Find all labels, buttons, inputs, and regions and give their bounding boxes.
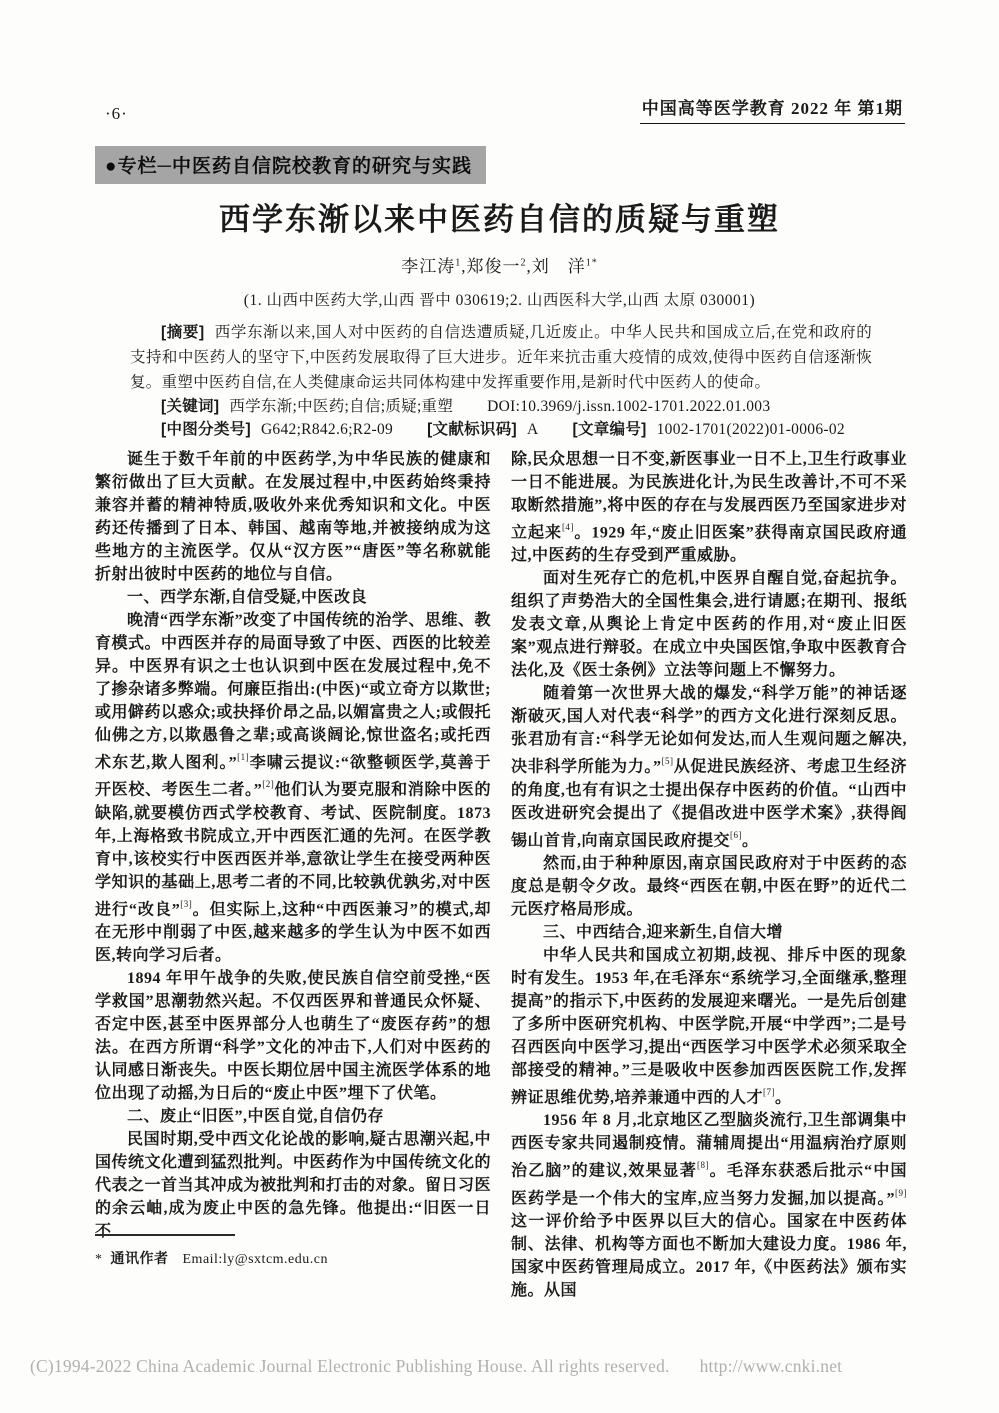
reference-mark: [3] (180, 898, 193, 909)
column-banner: ●专栏─中医药自信院校教育的研究与实践 (95, 146, 486, 184)
body-paragraph: 然而,由于种种原因,南京国民政府对于中医药的态度总是朝令夕改。最终“西医在朝,中医在野”的近代二元医疗格局形成。 (511, 854, 907, 918)
footnote-label: 通讯作者 (110, 1252, 169, 1267)
reference-mark: [6] (730, 829, 743, 840)
body-columns (95, 448, 907, 1302)
body-paragraph: 民国时期,受中西文化论战的影响,疑古思潮兴起,中国传统文化遭到猛烈批判。中医药作为中国传统文化的代表之一首当其冲成为被批判和打击的对象。留日习医的余云岫,成为废止中医的急先锋。他提出:“旧医一日不 (95, 1130, 492, 1240)
footnote-divider (95, 1234, 235, 1236)
body-paragraph: 面对生死存亡的危机,中医界自醒自觉,奋起抗争。组织了声势浩大的全国性集会,进行请愿;在期刊、报纸发表文章,从舆论上肯定中医药的作用,对“废止旧医案”观点进行辩驳。在成立中央国医馆,争取中医教育合法化,及《医士条例》立法等问题上不懈努力。 (511, 570, 907, 680)
clc-text: G642;R842.6;R2-09 (260, 421, 394, 438)
reference-mark: [5] (661, 756, 674, 767)
section-heading: 一、西学东渐,自信受疑,中医改良 (127, 589, 368, 606)
footnote-text (95, 1248, 491, 1268)
keywords-label: [关键词] (161, 398, 220, 415)
cnki-url: http://www.cnki.net (699, 1356, 843, 1376)
author-line: 李江涛$^1$,郑俊一$^2$,刘 洋$^{1*}$ (401, 257, 598, 276)
section-heading: 二、废止“旧医”,中医自觉,自信仍存 (127, 1107, 385, 1125)
author-affil-mark: 1* (585, 257, 598, 269)
classification-line (130, 419, 890, 441)
body-paragraph: 晚清“西学东渐”改变了中国传统的治学、思维、教育模式。中西医并存的局面导致了中医、西医的比较差异。中医界有识之士也认识到中医在发展过程中,免不了掺杂诸多弊端。何廉臣指出:(中医)“或立奇方以欺世;或用僻药以惑众;或抉择价昂之品,以媚富贵之人;或假托仙佛之方,以欺愚鲁之辈;或高谈阔论,惊世盗名;或托西术东艺,欺人图利。”[1]李啸云提议:“欲整顿医学,莫善于开医校、考医生二者。”[2]他们认为要克服和消除中医的缺陷,就要模仿西式学校教育、考试、医院制度。1873 年,上海格致书院成立,开中西医汇通的先河。在医学教育中,该校实行中医西医并举,意欲让学生在接受两种医学知识的基础上,思考二者的不同,比较孰优孰劣,对中医进行“改良”[3]。但实际上,这种“中西医兼习”的模式,却在无形中削弱了中医,越来越多的学生认为中医不如西医,转向学习后者。 (95, 612, 492, 964)
reference-mark: [2] (262, 779, 275, 790)
reference-mark: [4] (561, 522, 574, 532)
reference-mark: [7] (763, 1086, 776, 1097)
right-column (511, 448, 907, 1302)
cnki-copyright-footer (30, 1356, 959, 1377)
body-paragraph: 诞生于数千年前的中医药学,为中华民族的健康和繁衍做出了巨大贡献。在发展过程中,中医药始终秉持兼容并蓄的精神特质,吸收外来优秀知识和文化。中医药还传播到了日本、韩国、越南等地,并被接纳成为这些地方的主流医学。仅从“汉方医”“唐医”等名称就能折射出彼时中医药的地位与自信。 (95, 451, 491, 583)
article-title: 西学东渐以来中医药自信的质疑与重塑 (219, 202, 780, 237)
body-paragraph: 1956 年 8 月,北京地区乙型脑炎流行,卫生部调集中西医专家共同遏制疫情。蒲辅周提出“用温病治疗原则治乙脑”的建议,效果显著[8]。毛泽东获悉后批示“中国医药学是一个伟大的宝库,应当努力发掘,加以提高。”[9]这一评价给予中医界以巨大的信心。国家在中医药体制、法律、机构等方面也不断加大建设力度。1986 年,国家中医药管理局成立。2017 年,《中医药法》颁布实施。从国 (511, 1112, 907, 1299)
clc-label: [中图分类号] (161, 421, 251, 438)
page-number: ·6· (105, 104, 128, 123)
abstract-text: 西学东渐以来,国人对中医药的自信迭遭质疑,几近废止。中华人民共和国成立后,在党和政府的支持和中医药人的坚守下,中医药发展取得了巨大进步。近年来抗击重大疫情的成效,使得中医药自信逐渐恢复。重塑中医药自信,在人类健康命运共同体构建中发挥重要作用,是新时代中医药人的使命。 (130, 324, 872, 391)
author-affil-mark: 2 (520, 257, 527, 269)
body-paragraph: 随着第一次世界大战的爆发,“科学万能”的神话逐渐破灭,国人对代表“科学”的西方文化进行深刻反思。张君劢有言:“科学无论如何发达,而人生观问题之解决,决非科学所能为力。”[5]从促进民族经济、考虑卫生经济的角度,也有有识之士提出保存中医药的价值。“山西中医改进研究会提出了《提倡改进中医学术案》,获得阎锡山首肯,向南京国民政府提交[6]。 (511, 685, 907, 849)
keywords-line (130, 396, 890, 418)
page-header (105, 94, 905, 124)
body-paragraph: 1894 年甲午战争的失败,使民族自信空前受挫,“医学救国”思潮勃然兴起。不仅西医界和普通民众怀疑、否定中医,甚至中医界部分人也萌生了“废医存药”的想法。在西方所谓“科学”文化的冲击下,人们对中医药的认同感日渐丧失。中医长期位居中国主流医学体系的地位出现了动摇,为日后的“废止中医”埋下了伏笔。 (95, 969, 492, 1102)
reference-mark: [1] (237, 752, 250, 762)
article-id-label: [文章编号] (572, 421, 647, 438)
keywords-text: 西学东渐;中医药;自信;质疑;重塑 (229, 398, 454, 415)
corresponding-author-footnote (95, 1234, 491, 1268)
body-paragraph: 中华人民共和国成立初期,歧视、排斥中医的现象时有发生。1953 年,在毛泽东“系统学习,全面继承,整理提高”的指示下,中医药的发展迎来曙光。一是先后创建了多所中医研究机构、中医学院,开展“中学西”;二是号召西医向中医学习,提出“西医学习中医学术必须采取全部接受的精神。”三是吸收中医参加西医医院工作,发挥辨证思维优势,培养兼通中西的人才[7]。 (511, 946, 907, 1107)
author-name: 刘 洋 (531, 257, 586, 276)
reference-mark: [9] (895, 1187, 907, 1198)
author-affil-mark: 1 (455, 257, 462, 269)
abstract-paragraph (130, 320, 872, 395)
body-paragraph: 除,民众思想一日不变,新医事业一日不上,卫生行政事业一日不能进展。为民族进化计,为民生改善计,不可不采取断然措施”,将中医的存在与发展西医乃至国家进步对立起来[4]。1929 年,“废止旧医案”获得南京国民政府通过,中医药的生存受到严重威胁。 (511, 451, 907, 565)
author-name: 李江涛 (401, 257, 456, 276)
author-name: 郑俊一 (466, 257, 521, 276)
doc-code-label: [文献标识码] (427, 421, 517, 438)
doc-code-text: A (527, 421, 539, 438)
left-column (95, 448, 491, 1302)
journal-issue-info: 中国高等医学教育 2022 年 第1期 (640, 94, 905, 124)
reference-mark: [8] (697, 1160, 709, 1171)
doi-text: DOI:10.3969/j.issn.1002-1701.2022.01.003 (487, 398, 771, 415)
affiliation-line: (1. 山西中医药大学,山西 晋中 030619;2. 山西医科大学,山西 太原 030001) (243, 292, 756, 309)
copyright-text: (C)1994-2022 China Academic Journal Electronic Publishing House. All rights reserved. (30, 1356, 670, 1376)
footnote-marker: * (95, 1252, 103, 1267)
section-heading: 三、中西结合,迎来新生,自信大增 (543, 923, 784, 941)
footnote-email: Email:ly@sxtcm.edu.cn (182, 1252, 328, 1267)
abstract-label: [摘要] (161, 324, 205, 341)
article-id-text: 1002-1701(2022)01-0006-02 (656, 421, 845, 438)
